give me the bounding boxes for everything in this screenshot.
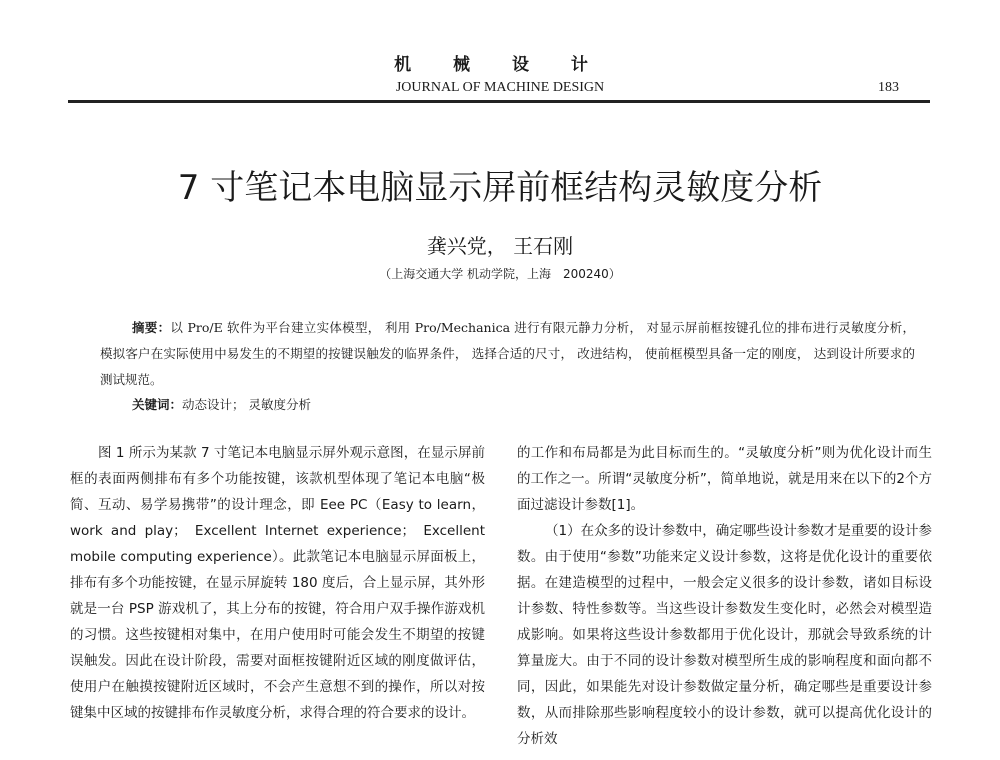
- body-column-right: [517, 440, 932, 752]
- body-paragraph: 的工作和布局都是为此目标而生的。“灵敏度分析”则为优化设计而生的工作之一。所谓“灵敏度分析”，简单地说，就是用来在以下的2个方面过滤设计参数[1]。: [517, 445, 932, 513]
- abstract-label: 摘要：: [132, 320, 171, 335]
- journal-name-english: JOURNAL OF MACHINE DESIGN: [395, 80, 605, 95]
- header-rule: [68, 100, 930, 103]
- abstract: [100, 315, 915, 393]
- author-affiliation: （上海交通大学 机动学院，上海 200240）: [379, 267, 621, 281]
- keywords-label: 关键词：: [132, 397, 183, 412]
- article-authors: 龚兴党， 王石刚: [426, 234, 574, 258]
- keywords: [132, 393, 912, 417]
- abstract-text: 以 Pro/E 软件为平台建立实体模型， 利用 Pro/Mechanica 进行有限元静力分析， 对显示屏前框按键孔位的排布进行灵敏度分析， 模拟客户在实际使用中易发生的不期望的按键误触发的临界条件， 选择合适的尺寸， 改进结构， 使前框模型具备一定的刚度， 达到设计所要求的测试规范。: [100, 320, 915, 387]
- body-column-left: [70, 440, 485, 726]
- page-number: 183: [878, 80, 899, 95]
- journal-name-chinese: 机 械 设 计: [394, 55, 606, 75]
- keywords-text: 动态设计； 灵敏度分析: [182, 397, 311, 412]
- article-title: 7 寸笔记本电脑显示屏前框结构灵敏度分析: [177, 168, 823, 208]
- body-paragraph: （1）在众多的设计参数中，确定哪些设计参数才是重要的设计参数。由于使用“参数”功能来定义设计参数，这将是优化设计的重要依据。在建造模型的过程中，一般会定义很多的设计参数，诸如目标设计参数、特性参数等。当这些设计参数发生变化时，必然会对模型造成影响。如果将这些设计参数都用于优化设计，那就会导致系统的计算量庞大。由于不同的设计参数对模型所生成的影响程度和面向都不同，因此，如果能先对设计参数做定量分析，确定哪些是重要设计参数，从而排除那些影响程度较小的设计参数，就可以提高优化设计的分析效: [517, 523, 932, 747]
- body-paragraph: 图 1 所示为某款 7 寸笔记本电脑显示屏外观示意图，在显示屏前框的表面两侧排布有多个功能按键，该款机型体现了笔记本电脑“极简、互动、易学易携带”的设计理念，即 Eee PC（Easy to learn， work and play； Excellent Internet experience； Excellent mobile computing experience）。此款笔记本电脑显示屏面板上，排布有多个功能按键，在显示屏旋转 180 度后，合上显示屏，其外形就是一台 PSP 游戏机了，其上分布的按键，符合用户双手操作游戏机的习惯。这些按键相对集中，在用户使用时可能会发生不期望的按键误触发。因此在设计阶段，需要对面框按键附近区域的刚度做评估，使用户在触摸按键附近区域时，不会产生意想不到的操作，所以对按键集中区域的按键排布作灵敏度分析，求得合理的符合要求的设计。: [70, 445, 485, 721]
